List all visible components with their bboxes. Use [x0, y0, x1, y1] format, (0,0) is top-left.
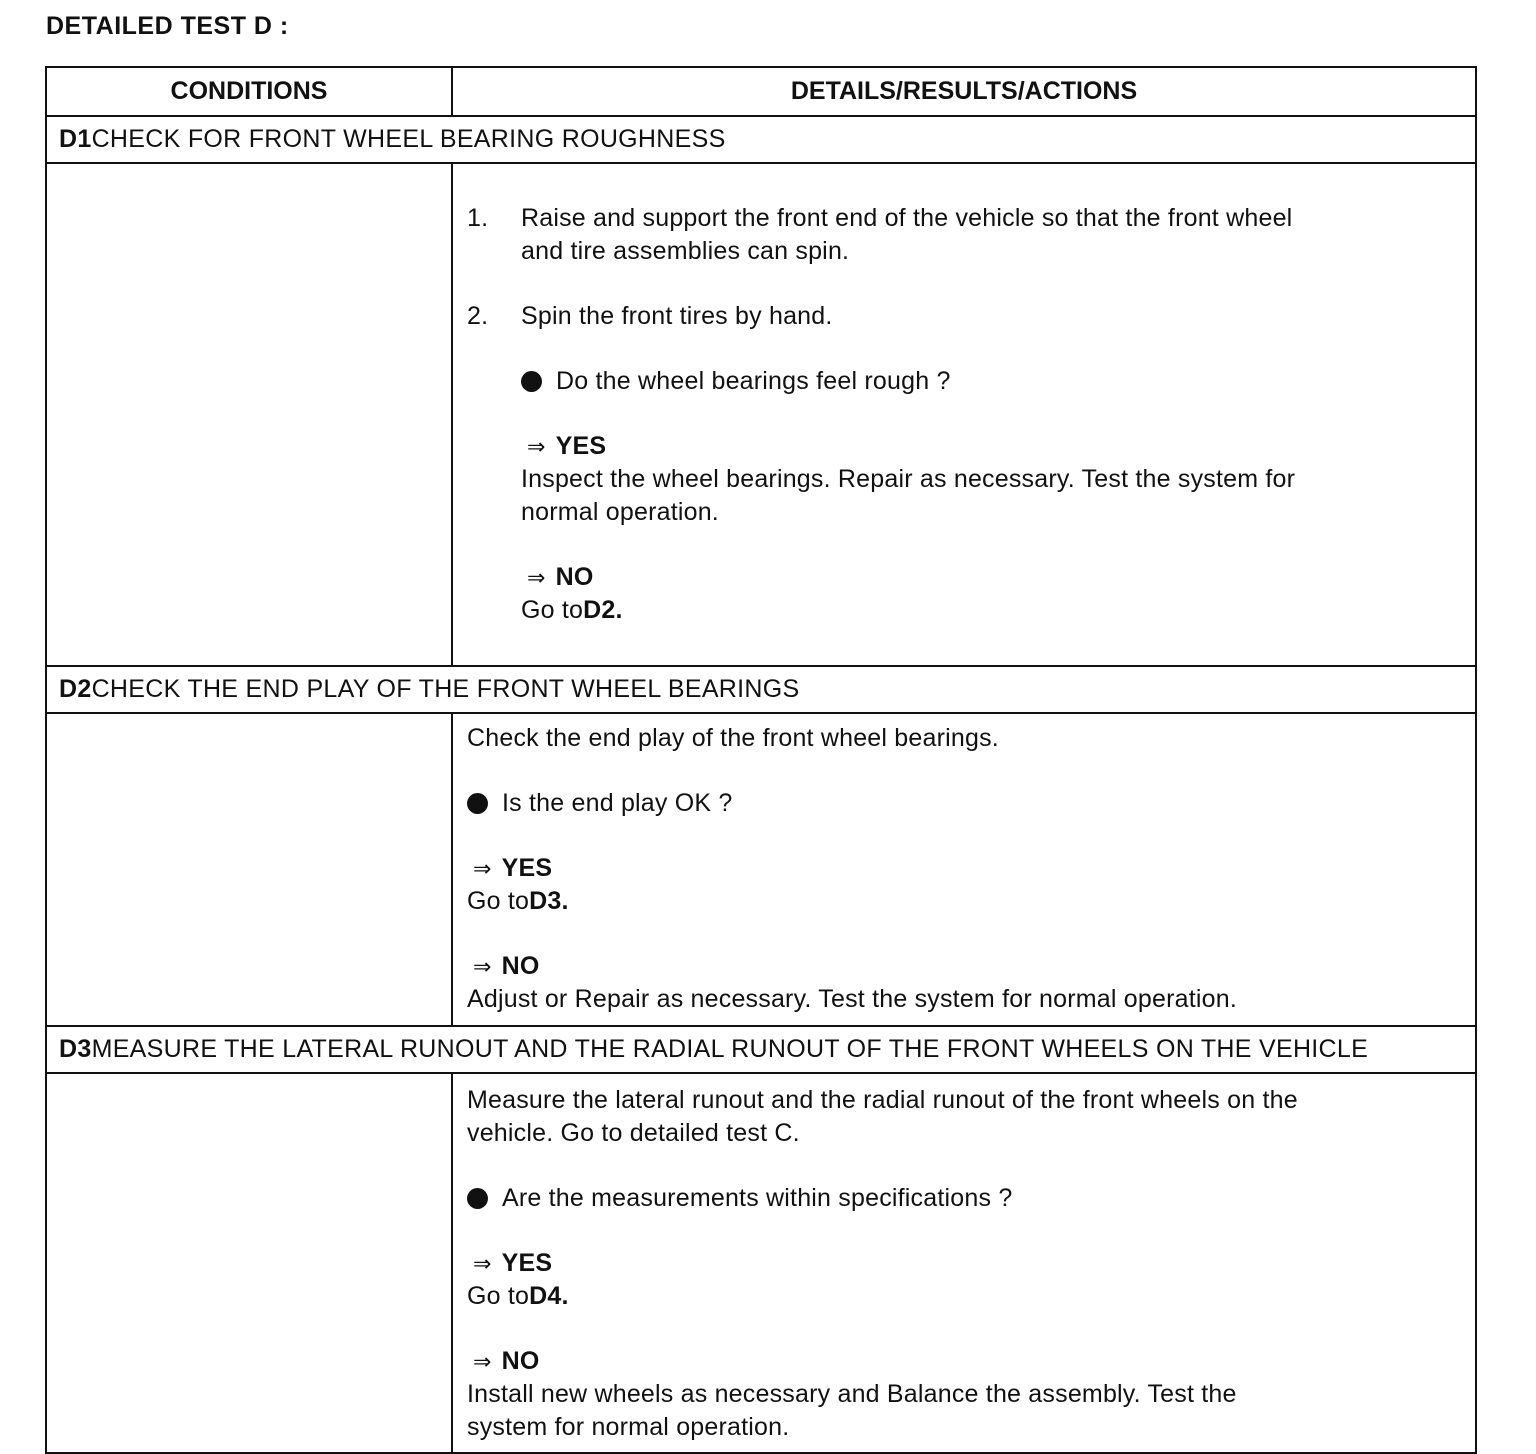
step-d2-title: [46, 666, 1476, 713]
step-d3-id: D3: [59, 1035, 92, 1063]
step-d3-title: [46, 1026, 1476, 1073]
d1-step-1: [467, 202, 1475, 268]
bullet-icon: [521, 371, 542, 392]
d1-step-1-text: Raise and support the front end of the vehicle so that the front wheel and tire assemblies can spin.: [521, 204, 1293, 265]
d1-no-prefix: Go to: [521, 596, 584, 624]
step-d2-title-text: CHECK THE END PLAY OF THE FRONT WHEEL BEARINGS: [91, 675, 800, 703]
step-d2-body-row: [46, 713, 1476, 1026]
step-d1-details: [452, 163, 1476, 666]
step-d1-id: D1: [59, 125, 92, 153]
d1-question: [521, 365, 1475, 398]
arrow-icon: ⇒: [527, 565, 546, 590]
d2-yes-ref: D3.: [529, 887, 569, 915]
step-d1-body-row: [46, 163, 1476, 666]
table-header-row: [46, 67, 1476, 116]
step-d2-conditions: [46, 713, 452, 1026]
test-table: [45, 66, 1477, 1454]
d1-question-text: Do the wheel bearings feel rough ?: [556, 367, 951, 395]
d1-yes-label: [521, 430, 1475, 463]
d3-no-label-text: NO: [501, 1347, 540, 1375]
step-d3-title-row: [46, 1026, 1476, 1073]
d2-yes-prefix: Go to: [467, 887, 530, 915]
arrow-icon: ⇒: [473, 1349, 492, 1374]
d3-question-text: Are the measurements within specifications ?: [502, 1184, 1013, 1212]
d3-intro: Measure the lateral runout and the radial runout of the front wheels on the vehicle. Go to detailed test C.: [467, 1086, 1298, 1147]
d1-no-text: [521, 594, 1475, 627]
d1-step-2-text: Spin the front tires by hand.: [521, 302, 833, 330]
d3-yes-ref: D4.: [529, 1282, 569, 1310]
d2-yes-text: [467, 885, 1475, 918]
step-d1-title-text: CHECK FOR FRONT WHEEL BEARING ROUGHNESS: [91, 125, 726, 153]
d1-step-2-number: 2.: [467, 302, 489, 330]
d3-yes-text: [467, 1280, 1475, 1313]
d2-no-label-text: NO: [501, 952, 540, 980]
details-header: DETAILS/RESULTS/ACTIONS: [452, 67, 1476, 116]
d3-yes-label: [467, 1247, 1475, 1280]
d1-no-label: [521, 561, 1475, 594]
page-title: DETAILED TEST D :: [46, 12, 289, 40]
d3-no-label: [467, 1345, 1475, 1378]
step-d2-details: [452, 713, 1476, 1026]
d3-yes-prefix: Go to: [467, 1282, 530, 1310]
d2-yes-label: [467, 852, 1475, 885]
bullet-icon: [467, 793, 488, 814]
arrow-icon: ⇒: [473, 856, 492, 881]
d2-question: [467, 787, 1475, 820]
d1-no-ref: D2.: [583, 596, 623, 624]
d2-no-text: Adjust or Repair as necessary. Test the system for normal operation.: [467, 985, 1237, 1013]
step-d2-title-row: [46, 666, 1476, 713]
d2-yes-label-text: YES: [501, 854, 553, 882]
d3-question: [467, 1182, 1475, 1215]
step-d3-body-row: [46, 1073, 1476, 1453]
d2-intro: Check the end play of the front wheel bearings.: [467, 724, 999, 752]
step-d1-title-row: [46, 116, 1476, 163]
step-d3-details: [452, 1073, 1476, 1453]
step-d1-title: [46, 116, 1476, 163]
d3-no-text: Install new wheels as necessary and Balance the assembly. Test the system for normal operation.: [467, 1380, 1237, 1441]
step-d3-title-text: MEASURE THE LATERAL RUNOUT AND THE RADIAL RUNOUT OF THE FRONT WHEELS ON THE VEHICLE: [91, 1035, 1369, 1063]
step-d3-conditions: [46, 1073, 452, 1453]
d2-question-text: Is the end play OK ?: [502, 789, 733, 817]
arrow-icon: ⇒: [473, 1251, 492, 1276]
d1-no-label-text: NO: [555, 563, 594, 591]
arrow-icon: ⇒: [527, 434, 546, 459]
d1-yes-text: Inspect the wheel bearings. Repair as necessary. Test the system for normal operation.: [521, 465, 1296, 526]
step-d1-conditions: [46, 163, 452, 666]
conditions-header: CONDITIONS: [46, 67, 452, 116]
d3-yes-label-text: YES: [501, 1249, 553, 1277]
d1-step-2: [467, 300, 1475, 333]
d1-step-1-number: 1.: [467, 204, 489, 232]
d1-yes-label-text: YES: [555, 432, 607, 460]
step-d2-id: D2: [59, 675, 92, 703]
arrow-icon: ⇒: [473, 954, 492, 979]
d2-no-label: [467, 950, 1475, 983]
bullet-icon: [467, 1188, 488, 1209]
